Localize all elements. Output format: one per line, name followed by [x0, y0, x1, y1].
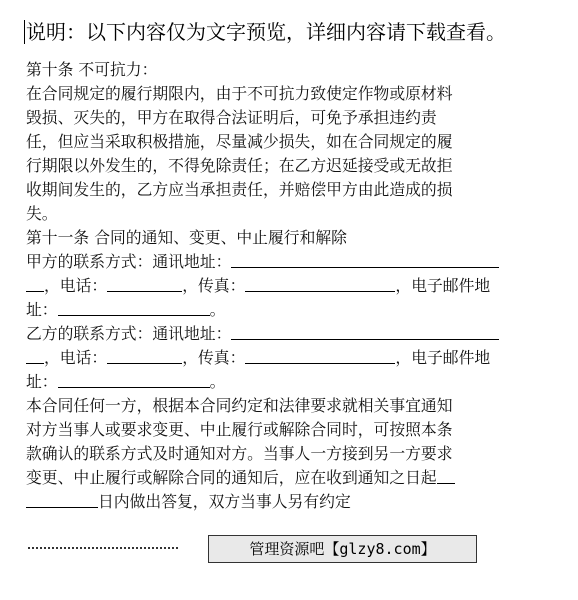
days-blank-start — [437, 467, 455, 484]
article-11-heading: 第十一条 合同的通知、变更、中止履行和解除 — [26, 228, 347, 247]
party-a-email-label-cont: 址： — [26, 300, 58, 319]
party-a-email-label: ，电子邮件地 — [395, 276, 491, 295]
party-b-email-blank — [58, 371, 210, 388]
party-a-email-blank — [58, 299, 210, 316]
party-a-phone-row — [26, 274, 541, 298]
site-link-button[interactable]: 管理资源吧【glzy8.com】 — [208, 535, 477, 563]
party-b-email-label-cont: 址： — [26, 372, 58, 391]
party-a-address-blank-cont — [26, 275, 44, 292]
article-10-line: 毁损、灭失的，甲方在取得合法证明后，可免予承担违约责 — [26, 108, 437, 127]
article-11-line: 本合同任何一方，根据本合同约定和法律要求就相关事宜通知 — [26, 396, 453, 415]
party-b-contact-label: 乙方的联系方式：通讯地址： — [26, 324, 232, 343]
party-b-tel-blank — [107, 347, 182, 364]
party-a-fax-label: ，传真： — [182, 276, 246, 295]
party-b-address-blank — [231, 323, 499, 340]
article-11-last-line — [26, 490, 541, 514]
party-b-end: 。 — [209, 372, 226, 391]
preview-notice: 说明：以下内容仅为文字预览，详细内容请下载查看。 — [26, 20, 506, 44]
article-10-line: 任，但应当采取积极措施，尽量减少损失，如在合同规定的履 — [26, 132, 453, 151]
article-10-line: 失。 — [26, 204, 58, 223]
party-a-tel-label: ，电话： — [44, 276, 108, 295]
article-11-line: 款确认的联系方式及时通知对方。当事人一方接到另一方要求 — [26, 444, 453, 463]
article-11-line-with-blank — [26, 466, 541, 490]
party-b-email-row — [26, 370, 541, 394]
party-a-email-row — [26, 298, 541, 322]
footer — [28, 535, 548, 565]
party-a-address-row — [26, 250, 541, 274]
party-a-end: 。 — [209, 300, 226, 319]
party-b-address-blank-cont — [26, 347, 44, 364]
party-b-phone-row — [26, 346, 541, 370]
article-10-line: 收期间发生的，乙方应当承担责任，并赔偿甲方由此造成的损 — [26, 180, 453, 199]
party-a-fax-blank — [245, 275, 395, 292]
party-b-tel-label: ，电话： — [44, 348, 108, 367]
document-body — [26, 58, 541, 514]
article-10-line: 行期限以外发生的，不得免除责任；在乙方迟延接受或无故拒 — [26, 156, 453, 175]
party-b-fax-blank — [245, 347, 395, 364]
party-b-address-row — [26, 322, 541, 346]
days-blank — [26, 491, 98, 508]
dotted-leader — [28, 547, 178, 549]
party-a-contact-label: 甲方的联系方式：通讯地址： — [26, 252, 232, 271]
party-b-fax-label: ，传真： — [182, 348, 246, 367]
party-a-tel-blank — [107, 275, 182, 292]
article-11-line: 变更、中止履行或解除合同的通知后，应在收到通知之日起 — [26, 468, 437, 487]
article-10-line: 在合同规定的履行期限内，由于不可抗力致使定作物或原材料 — [26, 84, 453, 103]
article-11-last-text: 日内做出答复，双方当事人另有约定 — [98, 492, 351, 511]
article-11-line: 对方当事人或要求变更、中止履行或解除合同时，可按照本条 — [26, 420, 453, 439]
article-10-heading: 第十条 不可抗力： — [26, 60, 158, 79]
text-cursor — [24, 20, 25, 44]
party-b-email-label: ，电子邮件地 — [395, 348, 491, 367]
party-a-address-blank — [231, 251, 499, 268]
